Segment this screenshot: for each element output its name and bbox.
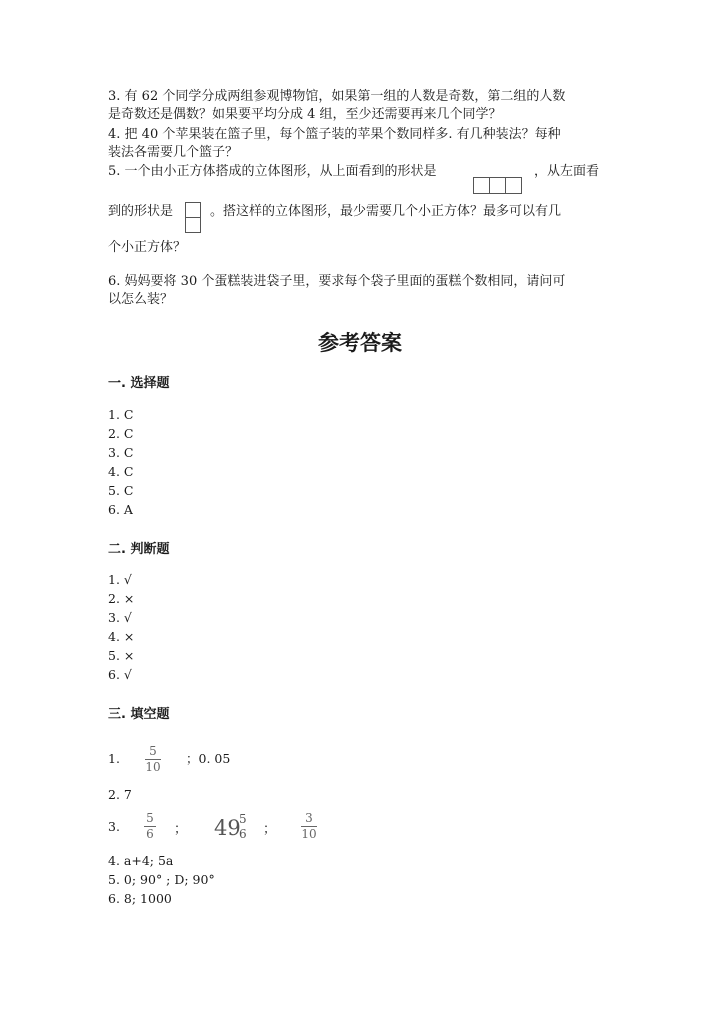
fill-answer-3-fraction-1 [144, 812, 156, 841]
problem-5-line-2b: 。搭这样的立体图形，最少需要几个小正方体？最多可以有几 [210, 204, 562, 219]
fill-answer-3-separator-2: ； [263, 822, 277, 837]
judge-answer-5: 5. × [108, 648, 135, 663]
choice-answer-3: 3. C [108, 445, 134, 460]
fill-answer-4: 4. a+4; 5a [108, 853, 174, 868]
left-view-shape-icon [185, 202, 201, 234]
fill-answer-3-mixed-number [214, 812, 254, 846]
top-view-shape-icon [473, 177, 523, 194]
fraction-denominator: 6 [146, 827, 154, 841]
problem-3-line-2: 是奇数还是偶数？如果要平均分成 4 组，至少还需要再来几个同学？ [108, 107, 502, 122]
fill-answer-3-separator-1: ； [174, 822, 188, 837]
judge-answer-4: 4. × [108, 629, 135, 644]
problem-5-line-3: 个小正方体？ [108, 240, 187, 255]
fill-answer-3-label: 3. [108, 819, 120, 834]
choice-answer-6: 6. A [108, 502, 133, 517]
fill-answer-1-rest: ；0. 05 [186, 751, 231, 766]
judge-answer-3: 3. √ [108, 610, 132, 625]
fraction-numerator: 3 [305, 811, 313, 825]
fill-answer-1-fraction [145, 745, 161, 774]
problem-5-line-2a: 到的形状是 [108, 204, 174, 219]
problem-5-line-1a: 5. 一个由小正方体搭成的立体图形，从上面看到的形状是 [108, 164, 437, 179]
section-judge-heading: 二. 判断题 [108, 542, 170, 557]
problem-6-line-2: 以怎么装？ [108, 292, 174, 307]
section-choice-heading: 一. 选择题 [108, 376, 170, 391]
judge-answer-1: 1. √ [108, 572, 132, 587]
problem-5-line-1b: ，从左面看 [534, 164, 600, 179]
problem-3-line-1: 3. 有 62 个同学分成两组参观博物馆，如果第一组的人数是奇数，第二组的人数 [108, 89, 566, 104]
mixed-numerator: 5 [239, 812, 247, 826]
section-fill-heading: 三. 填空题 [108, 707, 170, 722]
answer-title: 参考答案 [318, 331, 402, 355]
fraction-denominator: 10 [301, 827, 317, 841]
choice-answer-4: 4. C [108, 464, 134, 479]
mixed-whole: 49 [214, 816, 241, 840]
problem-4-line-2: 装法各需要几个篮子？ [108, 145, 239, 160]
fraction-numerator: 5 [146, 811, 154, 825]
fill-answer-2: 2. 7 [108, 787, 132, 802]
choice-answer-5: 5. C [108, 483, 134, 498]
choice-answer-2: 2. C [108, 426, 134, 441]
judge-answer-2: 2. × [108, 591, 135, 606]
problem-6-line-1: 6. 妈妈要将 30 个蛋糕装进袋子里，要求每个袋子里面的蛋糕个数相同，请问可 [108, 274, 566, 289]
fill-answer-5: 5. 0; 90° ; D; 90° [108, 872, 215, 887]
fill-answer-6: 6. 8; 1000 [108, 891, 172, 906]
choice-answer-1: 1. C [108, 407, 134, 422]
fill-answer-3-fraction-2 [301, 812, 317, 841]
fraction-numerator: 5 [149, 744, 157, 758]
fraction-denominator: 10 [145, 760, 161, 774]
mixed-denominator: 6 [239, 827, 247, 841]
judge-answer-6: 6. √ [108, 667, 132, 682]
fill-answer-1-label: 1. [108, 751, 120, 766]
problem-4-line-1: 4. 把 40 个苹果装在篮子里，每个篮子装的苹果个数同样多. 有几种装法？每种 [108, 127, 561, 142]
